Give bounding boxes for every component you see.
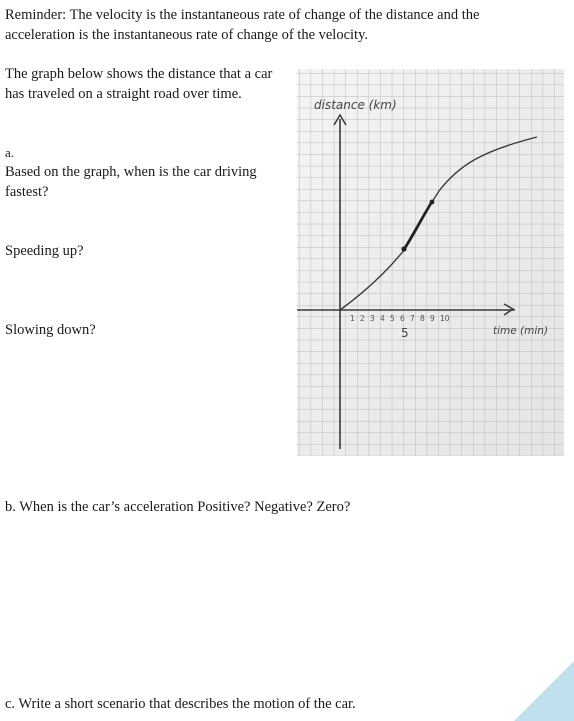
y-axis-label: distance (km) <box>314 98 397 112</box>
question-b-text: b. When is the car’s acceleration Positive? Negative? Zero? <box>5 499 351 515</box>
question-c-text: c. Write a short scenario that describes the motion of the car. <box>5 696 356 712</box>
page-corner-decoration <box>514 661 574 721</box>
x-axis-label: time (min) <box>493 325 549 337</box>
question-a-slowing-down: Slowing down? <box>5 322 96 338</box>
x-tick-label: 2 <box>360 314 365 323</box>
x-tick-label: 6 <box>400 314 405 323</box>
x-tick-label: 5 <box>390 314 395 323</box>
x-tick-label: 4 <box>380 314 385 323</box>
question-a-label: a. <box>5 145 15 160</box>
question-a-speeding-up: Speeding up? <box>5 243 84 259</box>
question-a-fastest: Based on the graph, when is the car driving fastest? <box>5 164 257 200</box>
x-tick-label: 1 <box>350 314 355 323</box>
graph-photo <box>297 69 564 456</box>
x-tick-label: 10 <box>440 314 450 323</box>
reminder-text: Reminder: The velocity is the instantaneous rate of change of the distance and the acceleration is the instantaneous rate of change of the velocity. <box>5 7 480 43</box>
x-tick-label: 8 <box>420 314 425 323</box>
point-marker-1 <box>401 246 406 251</box>
x-tick-label: 9 <box>430 314 435 323</box>
point-marker-2 <box>430 200 435 205</box>
x-tick-label: 3 <box>370 314 375 323</box>
intro-text: The graph below shows the distance that a car has traveled on a straight road over time. <box>5 66 273 102</box>
circled-tick-label: 5 <box>401 326 409 340</box>
x-tick-label: 7 <box>410 314 415 323</box>
